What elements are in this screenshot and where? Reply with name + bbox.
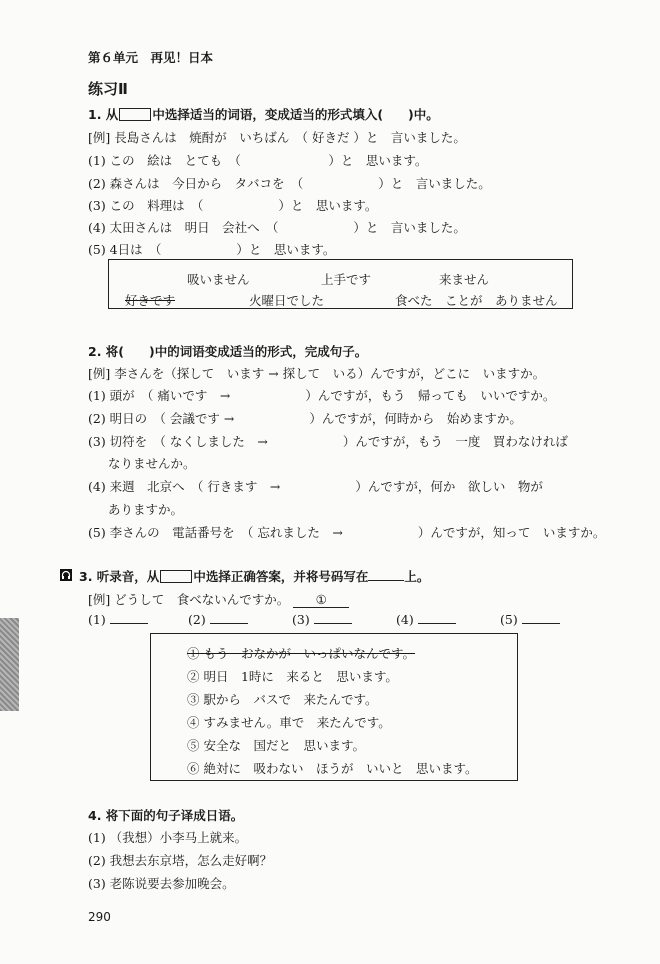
q3-heading-a: 3. 听录音，从 — [79, 569, 160, 584]
answer-option: ④ すみません。車で 来たんです。 — [187, 715, 391, 730]
q3-blank-5 — [500, 612, 560, 627]
q3-num: (2) — [188, 612, 206, 627]
word-option: 食べた ことが ありません — [395, 293, 558, 308]
q3-example — [88, 590, 349, 608]
box-placeholder — [160, 570, 192, 583]
q3-blank-3 — [292, 612, 352, 627]
q3-blank-2 — [188, 612, 248, 627]
section-title: 练习Ⅱ — [88, 80, 128, 98]
headphones-icon — [60, 569, 72, 581]
q4-item-2: (2) 我想去东京塔，怎么走好啊？ — [88, 853, 273, 868]
word-option: 火曜日でした — [249, 293, 325, 308]
answer-blank[interactable] — [314, 612, 352, 624]
q1-example: [例] 長島さんは 焼酎が いちばん （ 好きだ ）と 言いました。 — [88, 130, 466, 145]
q1-item-1: (1) この 絵は とても （ ）と 思います。 — [88, 153, 428, 168]
q2-example: [例] 李さんを（探して います → 探して いる）んですが，どこに いますか。 — [88, 366, 546, 381]
answer-blank[interactable] — [522, 612, 560, 624]
q3-num: (1) — [88, 612, 106, 627]
page-number: 290 — [88, 910, 111, 924]
q2-item-2: (2) 明日の （ 会議です → ）んですが，何時から 始めますか。 — [88, 411, 522, 426]
answer-option-example: ① もう おなかが いっぱいなんです。 — [187, 646, 415, 661]
q1-heading — [88, 105, 439, 123]
q2-item-3: (3) 切符を （ なくしました → ）んですが，もう 一度 買わなければ — [88, 434, 568, 449]
q3-heading — [79, 567, 429, 585]
q3-num: (4) — [396, 612, 414, 627]
word-option: 吸いません — [187, 272, 250, 287]
q3-example-answer: ① — [293, 592, 349, 608]
q2-heading: 2. 将( )中的词语变成适当的形式，完成句子。 — [88, 344, 368, 359]
q4-heading: 4. 将下面的句子译成日语。 — [88, 808, 244, 823]
word-option-example: 好きです — [125, 293, 176, 308]
answer-blank[interactable] — [418, 612, 456, 624]
q3-num: (3) — [292, 612, 310, 627]
q3-example-text: [例] どうして 食べないんですか。 — [88, 592, 290, 607]
q3-heading-b: 中选择正确答案，并将号码写在 — [193, 569, 369, 584]
q3-heading-c: 上。 — [404, 569, 430, 584]
q3-answer-box — [150, 633, 518, 781]
q1-item-5: (5) 4日は （ ）と 思います。 — [88, 242, 336, 257]
box-placeholder — [119, 108, 151, 121]
q1-item-4: (4) 太田さんは 明日 会社へ （ ）と 言いました。 — [88, 220, 466, 235]
q4-item-1: (1) （我想）小李马上就来。 — [88, 830, 248, 845]
side-tab-decoration — [0, 618, 19, 711]
q3-blank-4 — [396, 612, 456, 627]
q2-item-4: (4) 来週 北京へ （ 行きます → ）んですが，何か 欲しい 物が — [88, 479, 543, 494]
q1-heading-b: 中选择适当的词语，变成适当的形式填入( )中。 — [152, 107, 439, 122]
q2-item-4-cont: ありますか。 — [108, 502, 184, 517]
answer-option: ⑤ 安全な 国だと 思います。 — [187, 738, 365, 753]
answer-option: ③ 駅から バスで 来たんです。 — [187, 692, 378, 707]
q2-item-1: (1) 頭が （ 痛いです → ）んですが，もう 帰っても いいですか。 — [88, 388, 556, 403]
q4-item-3: (3) 老陈说要去参加晚会。 — [88, 876, 235, 891]
answer-line-placeholder — [368, 569, 404, 581]
q2-item-3-cont: なりませんか。 — [108, 456, 196, 471]
q3-num: (5) — [500, 612, 518, 627]
q1-item-2: (2) 森さんは 今日から タバコを （ ）と 言いました。 — [88, 176, 491, 191]
word-option: 来ません — [439, 272, 490, 287]
answer-blank[interactable] — [210, 612, 248, 624]
answer-option: ⑥ 絶対に 吸わない ほうが いいと 思います。 — [187, 761, 478, 776]
q1-heading-a: 1. 从 — [88, 107, 119, 122]
word-option: 上手です — [321, 272, 372, 287]
q1-word-box — [108, 259, 573, 309]
q1-item-3: (3) この 料理は （ ）と 思います。 — [88, 198, 378, 213]
q3-blank-1 — [88, 612, 148, 627]
unit-header: 第６单元 再见！日本 — [88, 50, 214, 65]
answer-option: ② 明日 1時に 来ると 思います。 — [187, 669, 398, 684]
answer-blank[interactable] — [110, 612, 148, 624]
q2-item-5: (5) 李さんの 電話番号を （ 忘れました → ）んですが，知って いますか。 — [88, 525, 606, 540]
